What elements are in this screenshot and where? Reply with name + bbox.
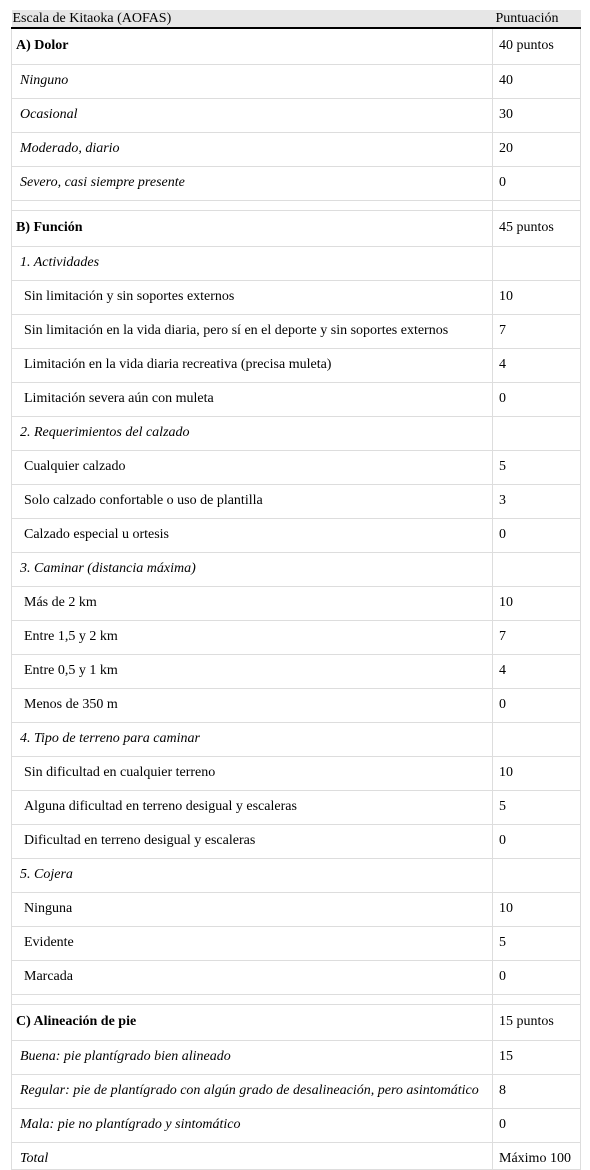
row-score: 7: [493, 315, 581, 349]
spacer-row: [12, 201, 581, 211]
row-label: Sin limitación y sin soportes externos: [12, 281, 493, 315]
table-row: [12, 65, 581, 99]
table-row: [12, 893, 581, 927]
row-score: 10: [493, 281, 581, 315]
row-label: Ocasional: [12, 99, 493, 133]
row-score: 10: [493, 587, 581, 621]
group-row-walking: [12, 553, 581, 587]
row-label: Ninguno: [12, 65, 493, 99]
row-label: Alguna dificultad en terreno desigual y escaleras: [12, 791, 493, 825]
row-score: 20: [493, 133, 581, 167]
table-row: [12, 485, 581, 519]
table-row: [12, 961, 581, 995]
row-score: 0: [493, 689, 581, 723]
total-row: [12, 1143, 581, 1170]
row-label: Ninguna: [12, 893, 493, 927]
row-label: Severo, casi siempre presente: [12, 167, 493, 201]
table-row: [12, 791, 581, 825]
row-score: 15: [493, 1041, 581, 1075]
row-label: Cualquier calzado: [12, 451, 493, 485]
row-score: 8: [493, 1075, 581, 1109]
table-row: [12, 315, 581, 349]
row-score: 10: [493, 893, 581, 927]
table-row: [12, 621, 581, 655]
table-row: [12, 1041, 581, 1075]
row-label: Calzado especial u ortesis: [12, 519, 493, 553]
row-score: 10: [493, 757, 581, 791]
row-score: 3: [493, 485, 581, 519]
total-label: Total: [12, 1143, 493, 1170]
table-header-row: [12, 10, 581, 28]
row-score: 5: [493, 927, 581, 961]
table-row: [12, 587, 581, 621]
table-row: [12, 99, 581, 133]
total-score: Máximo 100: [493, 1143, 581, 1170]
table-row: [12, 383, 581, 417]
group-row-activities: [12, 247, 581, 281]
row-label: Marcada: [12, 961, 493, 995]
table-row: [12, 655, 581, 689]
section-row-alignment: [12, 1005, 581, 1041]
row-score: 4: [493, 349, 581, 383]
row-score: 7: [493, 621, 581, 655]
table-row: [12, 451, 581, 485]
aofas-table-container: [11, 10, 580, 1170]
table-row: [12, 689, 581, 723]
row-label: Menos de 350 m: [12, 689, 493, 723]
section-points: 15 puntos: [493, 1005, 581, 1041]
row-label: Sin dificultad en cualquier terreno: [12, 757, 493, 791]
table-row: [12, 927, 581, 961]
header-scale-label: Escala de Kitaoka (AOFAS): [12, 10, 493, 28]
spacer-row: [12, 995, 581, 1005]
row-label: Solo calzado confortable o uso de plantilla: [12, 485, 493, 519]
section-row-pain: [12, 28, 581, 65]
row-label: Entre 0,5 y 1 km: [12, 655, 493, 689]
table-row: [12, 519, 581, 553]
row-score: 0: [493, 167, 581, 201]
table-row: [12, 281, 581, 315]
row-label: Regular: pie de plantígrado con algún grado de desalineación, pero asintomático: [12, 1075, 493, 1109]
section-title: A) Dolor: [12, 28, 493, 65]
group-title: 5. Cojera: [12, 859, 493, 893]
row-label: Evidente: [12, 927, 493, 961]
row-label: Entre 1,5 y 2 km: [12, 621, 493, 655]
table-row: [12, 167, 581, 201]
row-label: Sin limitación en la vida diaria, pero sí en el deporte y sin soportes externos: [12, 315, 493, 349]
section-points: 45 puntos: [493, 211, 581, 247]
row-score: 0: [493, 383, 581, 417]
table-row: [12, 825, 581, 859]
group-row-limp: [12, 859, 581, 893]
header-score-label: Puntuación: [493, 10, 581, 28]
section-row-function: [12, 211, 581, 247]
section-title: B) Función: [12, 211, 493, 247]
table-row: [12, 1075, 581, 1109]
row-score: 0: [493, 825, 581, 859]
row-label: Limitación severa aún con muleta: [12, 383, 493, 417]
row-score: 40: [493, 65, 581, 99]
row-score: 4: [493, 655, 581, 689]
group-row-terrain: [12, 723, 581, 757]
table-row: [12, 349, 581, 383]
group-title: 2. Requerimientos del calzado: [12, 417, 493, 451]
row-score: 0: [493, 961, 581, 995]
row-label: Más de 2 km: [12, 587, 493, 621]
group-title: 1. Actividades: [12, 247, 493, 281]
table-row: [12, 1109, 581, 1143]
row-label: Mala: pie no plantígrado y sintomático: [12, 1109, 493, 1143]
row-score: 0: [493, 1109, 581, 1143]
row-score: 30: [493, 99, 581, 133]
group-title: 4. Tipo de terreno para caminar: [12, 723, 493, 757]
row-score: 5: [493, 791, 581, 825]
row-label: Moderado, diario: [12, 133, 493, 167]
row-score: 0: [493, 519, 581, 553]
table-row: [12, 757, 581, 791]
section-title: C) Alineación de pie: [12, 1005, 493, 1041]
row-label: Dificultad en terreno desigual y escaleras: [12, 825, 493, 859]
section-points: 40 puntos: [493, 28, 581, 65]
row-label: Limitación en la vida diaria recreativa (precisa muleta): [12, 349, 493, 383]
row-score: 5: [493, 451, 581, 485]
aofas-score-table: [11, 10, 581, 1170]
table-row: [12, 133, 581, 167]
group-title: 3. Caminar (distancia máxima): [12, 553, 493, 587]
row-label: Buena: pie plantígrado bien alineado: [12, 1041, 493, 1075]
group-row-footwear: [12, 417, 581, 451]
